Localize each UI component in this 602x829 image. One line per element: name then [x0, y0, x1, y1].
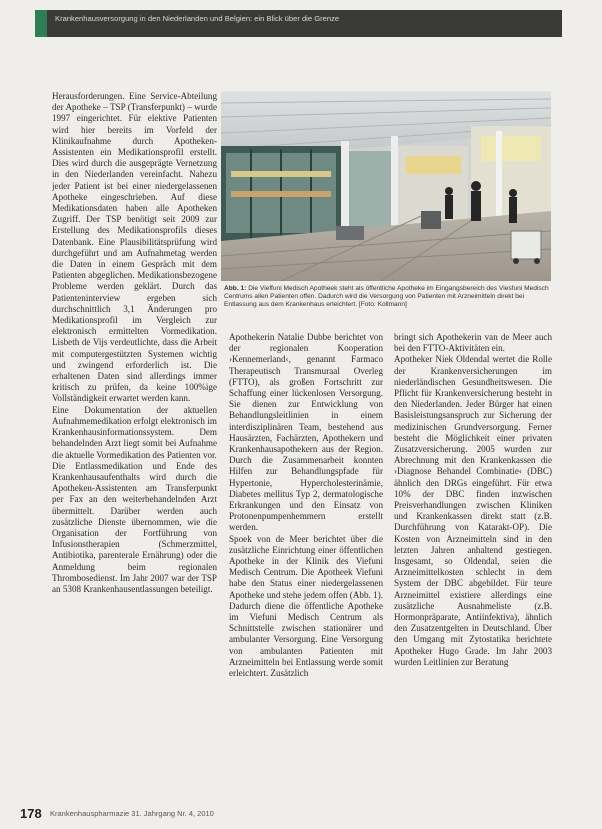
page-number: 178 [20, 806, 42, 821]
paragraph: Die Entlassmedikation und Ende des Krankenhausaufenthalts wird durch die Apotheken-Assistenten am Transferpunkt per Fax an den weiterbehandelnden Arzt übermittelt. Darüber werden auch zusätzliche Dienste übernommen, wie die Organisation der Fortführung von Infusionstherapien (Schmerzmittel, Antibiotika, parenterale Ernährung) oder die Anmeldung beim regionalen Thrombosedienst. Im Jahr 2007 war der TSP an 5308 Krankenhausentlassungen beteiligt. [52, 460, 217, 594]
text-column-2 [229, 332, 383, 802]
journal-footer: Krankenhauspharmazie 31. Jahrgang Nr. 4, 2010 [50, 809, 214, 818]
pharmacy-photo [221, 91, 551, 281]
text-column-3 [394, 332, 552, 802]
paragraph: Herausforderungen. Eine Service-Abteilung der Apotheke – TSP (Transferpunkt) – wurde 1997 eingerichtet. Für elektive Patienten wird hier bereits im Vorfeld der Klinikaufnahme durch Apotheken-Assistenten ein Medikationsprofil erstellt. Dies wird durch die ausgeprägte Vernetzung in den Niederlanden vereinfacht. Nahezu jeder Patient ist bei einer niedergelassenen Apotheke eingeschrieben. Auf diese Medikationsdaten haben alle Apotheken Zugriff. Der TSP benötigt seit 2009 zur Erstellung des Medikationsprofils dieses Datenbank. Eine Plausibilitätsprüfung wird durchgeführt und am Aufnahmetag werden die Daten in einem Gespräch mit dem Patienten abgeglichen. Medikationsbezogene Probleme werden geklärt. Durch das Patienteninterview ergeben sich durchschnittlich 3,1 Änderungen pro Medikationsprofil im Vergleich zur elektronisch ermittelten Vormedikation. Lisbeth de Vijs verdeutlichte, dass die Arbeit mit computergestützten Systemen wichtig und zwingend erforderlich ist. Die erhaltenen Daten sind allerdings immer kritisch zu prüfen, da keine 100%ige Vollständigkeit erwartet werden kann. [52, 91, 217, 404]
paragraph: bringt sich Apothekerin van de Meer auch bei den FTTO-Aktivitäten ein. [394, 332, 552, 354]
caption-text: Die Vieffuni Medisch Apotheek steht als öffentliche Apotheke im Eingangsbereich des Viesfuni Medisch Centrums allen Patienten offen. Dadurch wird die Versorgung von Patienten mit Arzneimitteln direkt bei Entlassung aus dem Krankenhaus erleichtert. [Foto: Kollmann] [224, 285, 549, 308]
header-accent-stripe [35, 10, 47, 37]
running-header-title: Krankenhausversorgung in den Niederlanden und Belgien: ein Blick über die Grenze [55, 14, 340, 23]
text-column-1 [52, 91, 217, 801]
paragraph: Eine Dokumentation der aktuellen Aufnahmemedikation erfolgt elektronisch im Krankenhausinformationssystem. Dem behandelnden Arzt liegt somit bei Aufnahme die aktuelle Vormedikation des Patienten vor. [52, 404, 217, 460]
paragraph: Spoek von de Meer berichtet über die zusätzliche Einrichtung einer öffentlichen Apotheke in der Klinik des Viefuni Medisch Centrum. Die Apotheek Viefuni habe den Status einer niedergelassenen Apotheke und stehe jedem offen (Abb. 1). Dadurch diene die öffentliche Apotheke im Viefuni Medisch Centrum als Schnittstelle zwischen stationärer und ambulanter Versorgung. Eine Versorgung von ambulanten Patienten mit Arzneimitteln bei Entlassung werde somit erleichtert. Zusätzlich [229, 533, 383, 679]
figure-caption [224, 285, 552, 309]
paragraph: Apotheker Niek Oldendal wertet die Rolle der Krankenversicherungen im niederländischen Gesundheitswesen. Die Pflicht für Krankenversicherung besteht in den Niederlanden. Jeder Bürger hat einen Basisleistungsanspruch zur Sicherung der medizinischen Grundversorgung. Ferner besteht die Möglichkeit einer privaten Zusatzversicherung. 2005 wurden zur Abrechnung mit den Krankenkassen die ›Diagnose Behandel Combinatie‹ (DBC) ähnlich den DRGs eingeführt. Für etwa 10% der DBC finden inzwischen Preisverhandlungen zwischen Kliniken und Krankenkassen direkt statt (z.B. Durchführung von Katarakt-OP). Die Kosten von Arzneimitteln sind in den letzten Jahren anhaltend gestiegen. Insgesamt, so Oldendal, seien die Arzneimittelkosten schlecht in dem System der DBC abgebildet. Für teure Arzneimittel existiere allerdings eine zusätzliche Ausnahmeliste (z.B. Hormonpräparate, Antiinfektiva), ähnlich den Zusatzentgelten in Deutschland. Über den Umgang mit Zytostatika berichtete Apotheker Hugo Grade. Im Jahr 2003 wurden Leitlinien zur Beratung [394, 354, 552, 667]
paragraph: Apothekerin Natalie Dubbe berichtet von der regionalen Kooperation ›Kennemerland‹, genannt Farmaco Therapeutisch Transmuraal Overleg (FTTO), als großen Fortschritt zur Schaffung einer lückenlosen Versorgung. Sie dienen zur Entwicklung von Behandlungsleitlinien in einem interdisziplinären Team, bestehend aus Hausärzten, Fachärzten, Apothekern und Krankenhausapothekern aus der Region. Durch die Zusammenarbeit konnten Hilfen zur Behandlungspfade für Hypertonie, Hypercholesterinämie, Diabetes mellitus Typ 2, dermatologische Erkrankungen und den Einsatz von Protonenpumpenhemmern erstellt werden. [229, 332, 383, 533]
caption-label: Abb. 1: [224, 285, 247, 292]
